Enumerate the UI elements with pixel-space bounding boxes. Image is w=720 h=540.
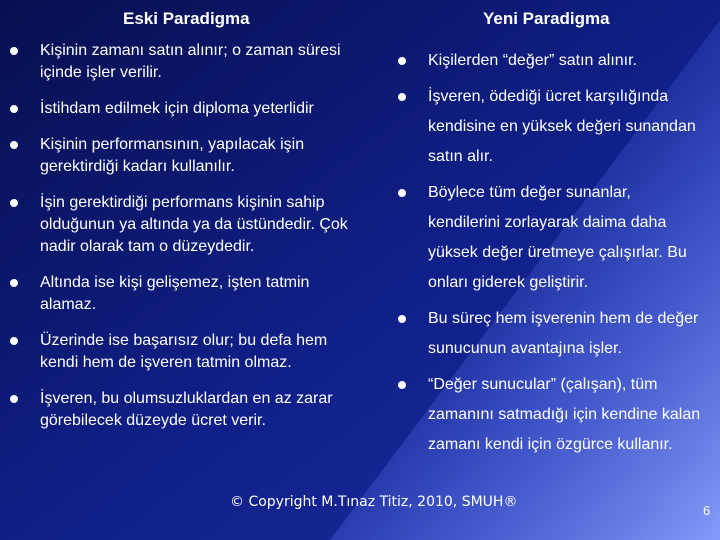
list-item-text: İşin gerektirdiği performans kişinin sahip olduğunun ya altında ya da üstündedir. Çok nadir olarak tam o düzeydedir. xyxy=(40,194,348,255)
list-item xyxy=(10,388,366,432)
bullet-icon xyxy=(10,199,18,207)
list-item-text: Kişinin performansının, yapılacak işin gerektirdiği kadarı kullanılır. xyxy=(40,136,305,175)
bullet-icon xyxy=(398,57,406,65)
list-item xyxy=(398,46,704,76)
list-item xyxy=(10,134,366,178)
list-item xyxy=(398,178,704,298)
right-heading: Yeni Paradigma xyxy=(483,9,610,28)
list-item-text: Bu süreç hem işverenin hem de değer sunucunun avantajına işler. xyxy=(428,310,699,357)
list-item xyxy=(10,272,366,316)
list-item xyxy=(10,330,366,374)
bullet-icon xyxy=(10,105,18,113)
list-item xyxy=(398,370,704,460)
bullet-icon xyxy=(10,337,18,345)
copyright-footer: © Copyright M.Tınaz Titiz, 2010, SMUH® xyxy=(230,494,518,510)
list-item-text: Böylece tüm değer sunanlar, kendilerini zorlayarak daima daha yüksek değer üretmeye çalışırlar. Bu onları giderek geliştirir. xyxy=(428,184,687,291)
list-item xyxy=(10,192,366,258)
list-item xyxy=(10,40,366,84)
list-item-text: İşveren, bu olumsuzluklardan en az zarar görebilecek düzeyde ücret verir. xyxy=(40,390,333,429)
bullet-icon xyxy=(398,189,406,197)
list-item xyxy=(398,82,704,172)
list-item-text: Altında ise kişi gelişemez, işten tatmin alamaz. xyxy=(40,274,310,313)
old-paradigm-list xyxy=(10,40,366,446)
bullet-icon xyxy=(398,93,406,101)
new-paradigm-list xyxy=(398,46,704,466)
list-item-text: İstihdam edilmek için diploma yeterlidir xyxy=(40,100,314,117)
bullet-icon xyxy=(10,141,18,149)
page-number: 6 xyxy=(703,503,711,518)
bullet-icon xyxy=(10,279,18,287)
left-heading: Eski Paradigma xyxy=(123,9,250,28)
list-item xyxy=(10,98,366,120)
list-item-text: İşveren, ödediği ücret karşılığında kendisine en yüksek değeri sunandan satın alır. xyxy=(428,88,696,165)
list-item-text: Üzerinde ise başarısız olur; bu defa hem kendi hem de işveren tatmin olmaz. xyxy=(40,332,328,371)
bullet-icon xyxy=(398,315,406,323)
list-item-text: “Değer sunucular” (çalışan), tüm zamanını satmadığı için kendine kalan zamanı kendi için özgürce kullanır. xyxy=(428,376,701,453)
list-item xyxy=(398,304,704,364)
bullet-icon xyxy=(10,47,18,55)
bullet-icon xyxy=(398,381,406,389)
list-item-text: Kişilerden “değer” satın alınır. xyxy=(428,52,637,69)
bullet-icon xyxy=(10,395,18,403)
list-item-text: Kişinin zamanı satın alınır; o zaman süresi içinde işler verilir. xyxy=(40,42,341,81)
